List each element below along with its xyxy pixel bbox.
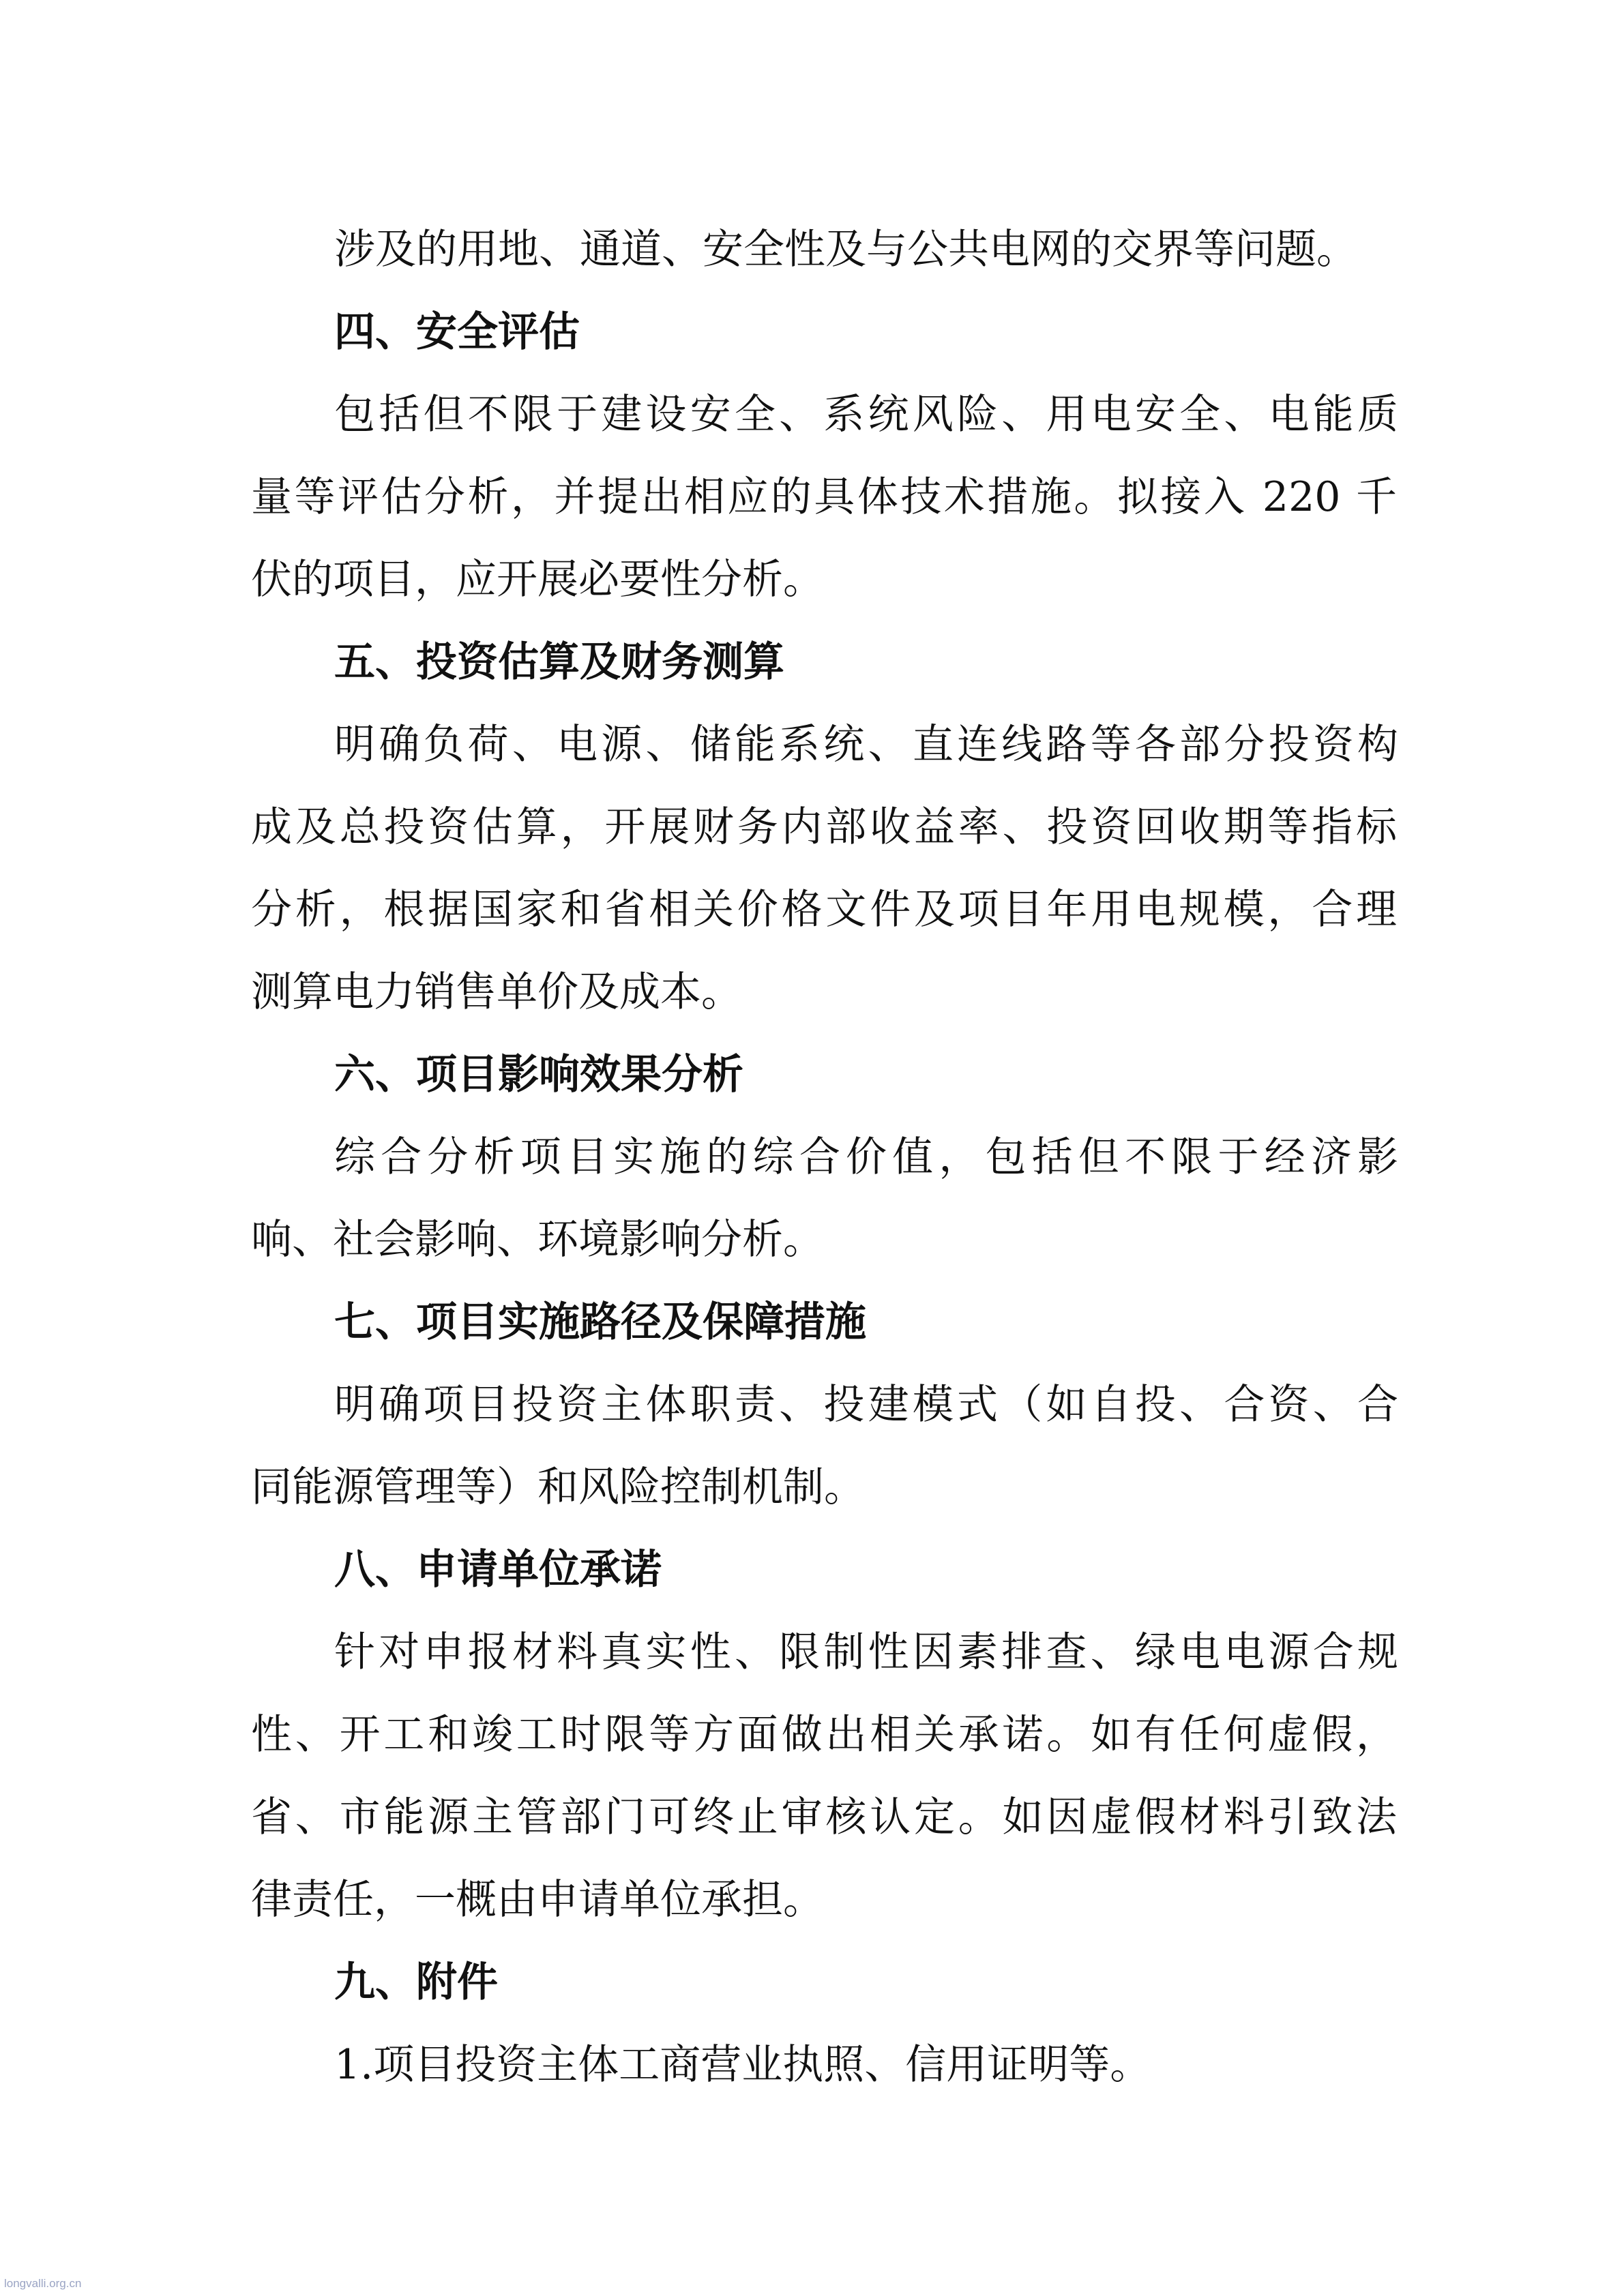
paragraph-line: 响、社会影响、环境影响分析。 [251,1216,824,1264]
paragraph-line: 针对申报材料真实性、限制性因素排查、绿电电源合规 [334,1628,1398,1676]
section-heading: 八、申请单位承诺 [334,1546,662,1594]
paragraph-line: 包括但不限于建设安全、系统风险、用电安全、电能质 [334,391,1398,438]
section-heading: 四、安全评估 [334,308,580,356]
paragraph-line: 量等评估分析，并提出相应的具体技术措施。拟接入 220 千 [251,473,1397,521]
paragraph-line: 明确负荷、电源、储能系统、直连线路等各部分投资构 [334,721,1398,769]
paragraph-line: 涉及的用地、通道、安全性及与公共电网的交界等问题。 [334,226,1357,273]
paragraph-line: 伏的项目，应开展必要性分析。 [251,556,824,603]
paragraph-line: 测算电力销售单价及成本。 [251,968,742,1016]
paragraph-line: 性、开工和竣工时限等方面做出相关承诺。如有任何虚假， [251,1711,1397,1759]
paragraph-line: 成及总投资估算，开展财务内部收益率、投资回收期等指标 [251,803,1397,851]
paragraph-line: 分析，根据国家和省相关价格文件及项目年用电规模，合理 [251,886,1397,934]
paragraph-line: 律责任，一概由申请单位承担。 [251,1876,824,1924]
watermark-text: longvalli.org.cn [4,2277,82,2290]
section-heading: 五、投资估算及财务测算 [334,638,784,686]
section-heading: 七、项目实施路径及保障措施 [334,1298,866,1346]
paragraph-line: 1.项目投资主体工商营业执照、信用证明等。 [334,2041,1151,2089]
section-heading: 九、附件 [334,1958,498,2006]
paragraph-line: 省、市能源主管部门可终止审核认定。如因虚假材料引致法 [251,1793,1397,1841]
paragraph-line: 明确项目投资主体职责、投建模式（如自投、合资、合 [334,1381,1398,1429]
paragraph-line: 综合分析项目实施的综合价值，包括但不限于经济影 [334,1133,1398,1181]
section-heading: 六、项目影响效果分析 [334,1051,743,1099]
paragraph-line: 同能源管理等）和风险控制机制。 [251,1463,865,1511]
